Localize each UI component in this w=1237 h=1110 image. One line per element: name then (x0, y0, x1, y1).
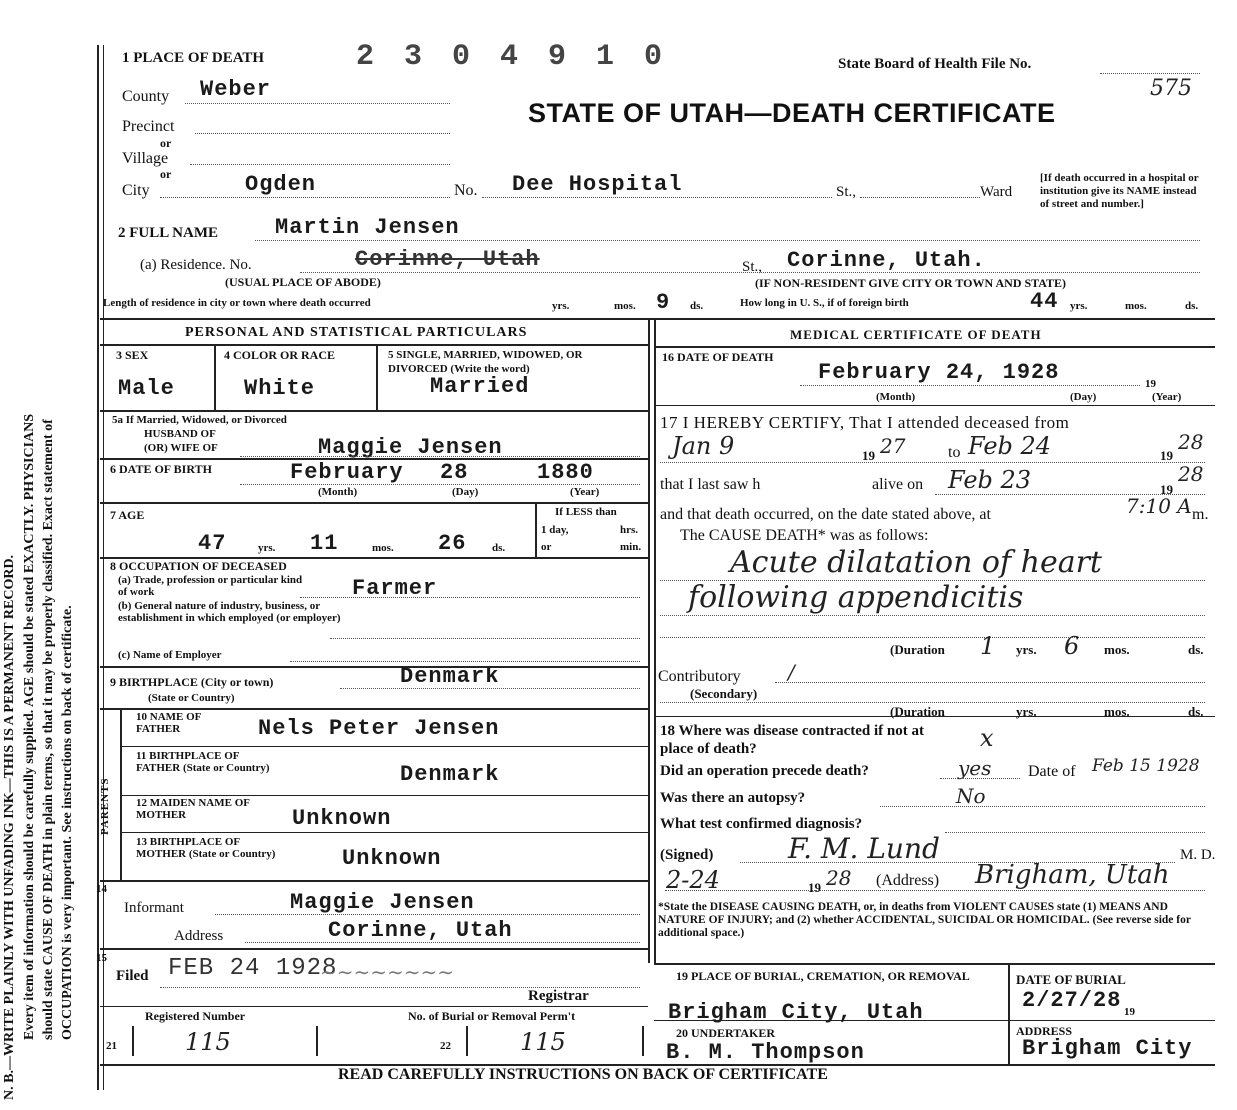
father-birth-value: Denmark (400, 762, 500, 787)
medical-section-title: MEDICAL CERTIFICATE OF DEATH (790, 327, 1042, 342)
signed-year-value: 28 (826, 866, 852, 890)
how-long-label: How long in U. S., if of foreign birth (740, 297, 909, 309)
age-ds: ds. (492, 542, 506, 554)
informant-value: Maggie Jensen (290, 890, 475, 915)
rule-center-2 (654, 318, 656, 963)
burial-19: 19 (1124, 1006, 1135, 1018)
occupation-value: Farmer (352, 576, 438, 601)
duration2-mos: mos. (1104, 704, 1130, 719)
county-line (185, 103, 450, 104)
occupation-a-label: (a) Trade, profession or particular kind of work (118, 574, 303, 598)
operation-value: yes (958, 756, 992, 780)
mother-birth-value: Unknown (342, 846, 442, 871)
registered-number-label: Registered Number (145, 1009, 246, 1023)
age-months-value: 11 (310, 531, 339, 556)
operation-label: Did an operation precede death? (660, 763, 869, 779)
last-saw-label: that I last saw h (660, 476, 761, 493)
dod-line (800, 385, 1140, 386)
rule-par3 (120, 832, 648, 833)
village-line (190, 164, 450, 165)
rule-p6 (100, 666, 648, 668)
st-label: St., (836, 184, 857, 200)
street-no-value: Dee Hospital (512, 172, 683, 197)
burial-address-label: ADDRESS (1016, 1024, 1073, 1038)
burial-place-value: Brigham City, Utah (668, 1000, 924, 1025)
father-value: Nels Peter Jensen (258, 716, 500, 741)
sex-label: 3 SEX (116, 348, 149, 362)
color-label: 4 COLOR OR RACE (224, 348, 336, 362)
residence-struck: Corinne, Utah (355, 247, 540, 272)
attended-to-value: Feb 24 (968, 432, 1052, 460)
residence-line (300, 272, 1200, 273)
length-ds: ds. (690, 300, 704, 312)
how-long-yrs: yrs. (1070, 300, 1088, 312)
stamp-number: 2 3 0 4 9 1 0 (356, 40, 669, 74)
dob-day-value: 28 (440, 460, 469, 485)
cause-line-2: following appendicitis (688, 580, 1024, 615)
registrar-signature: ∼∼∼∼∼∼∼∼ (320, 960, 455, 984)
marital-value: Married (430, 374, 530, 399)
precinct-label: Precinct (122, 118, 175, 135)
rule-m1 (654, 346, 1215, 348)
place-of-death-label: 1 PLACE OF DEATH (122, 50, 265, 66)
city-label: City (122, 182, 150, 199)
burial-address-value: Brigham City (1022, 1036, 1193, 1061)
occ-c-line (290, 661, 640, 662)
mother-value: Unknown (292, 806, 392, 831)
birthplace-label: 9 BIRTHPLACE (City or town) (110, 675, 274, 689)
filed-label: Filed (116, 968, 149, 984)
color-value: White (244, 376, 316, 401)
certificate-title: STATE OF UTAH—DEATH CERTIFICATE (528, 98, 1056, 128)
rule-p7 (100, 708, 648, 710)
rule-p9 (100, 948, 648, 950)
m-label: m. (1192, 506, 1209, 523)
spouse-label-2: HUSBAND OF (144, 428, 216, 440)
operation-date-value: Feb 15 1928 (1092, 756, 1200, 776)
length-label: Length of residence in city or town where death occurred (103, 297, 371, 309)
contributory-label: Contributory (658, 668, 741, 685)
cause-line-c (660, 637, 1205, 638)
informant-line (215, 914, 640, 915)
duration2-yrs: yrs. (1016, 704, 1037, 719)
signed-address-label: (Address) (876, 872, 940, 889)
birthplace-value: Denmark (400, 664, 500, 689)
duration-mos: mos. (1104, 642, 1130, 657)
frame-left-2 (103, 45, 104, 1090)
dob-month-value: February (290, 460, 404, 485)
attended-to-year: 28 (1178, 430, 1204, 454)
years-in-us-value: 44 (1030, 289, 1059, 314)
autopsy-value: No (956, 784, 986, 808)
rule-m2 (654, 405, 1215, 406)
residence-sub: (USUAL PLACE OF ABODE) (225, 275, 381, 289)
undertaker-value: B. M. Thompson (666, 1040, 865, 1065)
dob-label: 6 DATE OF BIRTH (110, 462, 212, 476)
footnote: *State the DISEASE CAUSING DEATH, or, in deaths from VIOLENT CAUSES state (1) MEANS AND NATURE OF INJURY; and (2) whether ACCIDENTAL, SUICIDAL OR HOMICIDAL. (See reverse side for additional space.) (658, 901, 1191, 939)
signed-address-value: Brigham, Utah (975, 860, 1170, 890)
date-of-label: Date of (1028, 763, 1076, 780)
dod-year-cap: (Year) (1152, 391, 1182, 403)
length-mos: mos. (614, 300, 636, 312)
occupation-c-label: (c) Name of Employer (118, 649, 222, 661)
less-than-min: min. (620, 541, 642, 553)
md-label: M. D. (1180, 847, 1216, 863)
less-than-or: or (541, 541, 552, 553)
birthplace-line (340, 688, 640, 689)
rule-parents (120, 708, 122, 880)
certify-label: 17 I HEREBY CERTIFY, That I attended deceased from (660, 413, 1070, 432)
rule-top (100, 318, 1215, 320)
signed-address-line (665, 890, 1205, 891)
q18-answer: x (980, 724, 994, 752)
rule-m3 (654, 716, 1215, 717)
rule-p10 (100, 1006, 648, 1007)
date-of-death-label: 16 DATE OF DEATH (662, 350, 774, 364)
rule-p4 (100, 502, 648, 504)
length-months-value: 9 (656, 290, 671, 315)
autopsy-line (880, 806, 1205, 807)
frame-left (97, 45, 99, 1090)
physician-signature: F. M. Lund (788, 832, 940, 865)
no-label: No. (454, 182, 478, 199)
rule-p-age (535, 502, 537, 557)
how-long-ds: ds. (1185, 300, 1199, 312)
filed-stamp: FEB 24 1928 (168, 955, 338, 982)
secondary-label: (Secondary) (690, 686, 758, 701)
signed-label: (Signed) (660, 847, 714, 863)
residence-label: (a) Residence. No. (140, 257, 252, 273)
informant-address-value: Corinne, Utah (328, 918, 513, 943)
age-years-value: 47 (198, 531, 227, 556)
duration-years-value: 1 (980, 632, 996, 660)
or-1: or (160, 136, 172, 150)
st-line (860, 197, 980, 198)
q18-label: 18 Where was disease contracted if not at place of death? (660, 723, 924, 757)
last-saw-value: Feb 23 (948, 466, 1032, 494)
occupation-label: 8 OCCUPATION OF DECEASED (110, 559, 287, 573)
file-no-line (1100, 73, 1200, 74)
cause-label: The CAUSE DEATH* was as follows: (680, 527, 929, 544)
test-line (945, 832, 1205, 833)
attended-19-b: 19 (1160, 448, 1173, 463)
registered-no-num: 21 (106, 1040, 117, 1052)
spouse-label-1: 5a If Married, Widowed, or Divorced (112, 414, 287, 426)
attended-from-year: 27 (880, 434, 906, 458)
attended-19-a: 19 (862, 448, 875, 463)
rule-m5 (654, 1020, 1215, 1021)
dob-month-cap: (Month) (318, 486, 358, 498)
autopsy-label: Was there an autopsy? (660, 790, 806, 806)
contributory-line (775, 682, 1205, 683)
margin-note-4: OCCUPATION is very important. See instructions on back of certificate. (60, 605, 75, 1040)
registered-value: 115 (185, 1028, 231, 1056)
how-long-mos: mos. (1125, 300, 1147, 312)
spouse-label-3: (OR) WIFE OF (144, 442, 218, 454)
undertaker-label: 20 UNDERTAKER (676, 1026, 776, 1040)
or-2: or (160, 167, 172, 181)
dob-year-value: 1880 (537, 460, 594, 485)
ward-label: Ward (980, 184, 1013, 200)
less-than-hrs: hrs. (620, 524, 639, 536)
rule-p8 (100, 880, 648, 882)
signed-date-value: 2-24 (666, 866, 720, 894)
test-label: What test confirmed diagnosis? (660, 816, 863, 832)
full-name-value: Martin Jensen (275, 215, 460, 240)
informant-no: 14 (96, 883, 107, 895)
last-saw-19: 19 (1160, 482, 1173, 497)
rule-p-color (376, 344, 378, 410)
occ-b-line (330, 638, 640, 639)
death-time-value: 7:10 A (1126, 494, 1192, 518)
nonresident-note: (IF NON-RESIDENT GIVE CITY OR TOWN AND STATE) (755, 276, 1067, 290)
burial-number-label: No. of Burial or Removal Perm't (408, 1009, 576, 1023)
less-than-2: 1 day, (541, 524, 569, 536)
burial-date-value: 2/27/28 (1022, 988, 1122, 1013)
mother-birth-label: 13 BIRTHPLACE OF MOTHER (State or Country) (136, 836, 276, 860)
margin-note-1: N. B.—WRITE PLAINLY WITH UNFADING INK—THIS IS A PERMANENT RECORD. (2, 554, 17, 1100)
duration2-label: (Duration (890, 704, 945, 719)
file-no-handwritten: 575 (1150, 76, 1192, 101)
burial-date-label: DATE OF BURIAL (1016, 972, 1126, 987)
cause-line-1: Acute dilatation of heart (730, 545, 1102, 580)
contributory-line-2 (660, 702, 1205, 703)
dod-month-cap: (Month) (876, 391, 916, 403)
margin-note-3: should state CAUSE OF DEATH in plain terms, so that it may be properly classified. Exact statement of (41, 419, 56, 1040)
occupation-b-label: (b) General nature of industry, business, or establishment in which employed (or employer) (118, 600, 341, 624)
duration-ds: ds. (1188, 642, 1204, 657)
spouse-line (240, 456, 640, 457)
dob-line (240, 484, 640, 485)
rule-center (648, 318, 650, 963)
cause-line-b (660, 615, 1205, 616)
parents-vertical-label: PARENTS (99, 777, 111, 835)
city-value: Ogden (245, 172, 317, 197)
dod-day-cap: (Day) (1070, 391, 1097, 403)
duration-months-value: 6 (1064, 632, 1080, 660)
rule-par2 (120, 795, 648, 796)
duration2-ds: ds. (1188, 704, 1204, 719)
date-of-death-value: February 24, 1928 (818, 360, 1060, 385)
footer-text: READ CAREFULLY INSTRUCTIONS ON BACK OF CERTIFICATE (338, 1066, 828, 1083)
rule-p1 (100, 344, 648, 346)
dob-day-cap: (Day) (452, 486, 479, 498)
full-name-label: 2 FULL NAME (118, 225, 219, 241)
burial-place-label: 19 PLACE OF BURIAL, CREMATION, OR REMOVAL (676, 969, 970, 983)
duration-yrs: yrs. (1016, 642, 1037, 657)
informant-addr-line (245, 942, 640, 943)
rule-p-sex (214, 344, 216, 410)
dod-19: 19 (1145, 378, 1156, 390)
duration-label: (Duration (890, 642, 945, 657)
burial-no-num: 22 (440, 1040, 451, 1052)
last-saw-year: 28 (1178, 462, 1204, 486)
margin-note-2: Every item of information should be carefully supplied. AGE should be stated EXACTLY. PHYSICIANS (22, 413, 37, 1040)
personal-section-title: PERSONAL AND STATISTICAL PARTICULARS (185, 325, 528, 340)
name-line (255, 240, 1200, 241)
age-mos: mos. (372, 542, 394, 554)
rule-burial (1008, 963, 1010, 1064)
county-value: Weber (200, 77, 272, 102)
no-line (482, 197, 832, 198)
age-yrs: yrs. (258, 542, 276, 554)
city-line (160, 197, 450, 198)
age-label: 7 AGE (110, 508, 145, 522)
marital-label: 5 SINGLE, MARRIED, WIDOWED, OR DIVORCED (Write the word) (388, 349, 583, 375)
less-than-1: If LESS than (555, 506, 617, 518)
to-label: to (948, 444, 961, 461)
dob-year-cap: (Year) (570, 486, 600, 498)
informant-address-label: Address (174, 928, 224, 944)
occ-a-line (300, 597, 640, 598)
rule-p2 (100, 410, 648, 412)
state-board-label: State Board of Health File No. (838, 56, 1032, 72)
sex-value: Male (118, 376, 175, 401)
occurred-label: and that death occurred, on the date stated above, at (660, 506, 991, 523)
informant-label: Informant (124, 900, 184, 916)
registrar-label: Registrar (528, 988, 589, 1004)
rule-par1 (120, 746, 648, 747)
residence-value: Corinne, Utah. (787, 248, 986, 273)
mother-label: 12 MAIDEN NAME OF MOTHER (136, 797, 250, 821)
contributory-mark: / (788, 660, 795, 684)
hospital-note: [If death occurred in a hospital or institution give its NAME instead of street and number.] (1040, 172, 1199, 210)
length-yrs: yrs. (552, 300, 570, 312)
father-label: 10 NAME OF FATHER (136, 711, 201, 735)
attended-line (660, 462, 1205, 463)
county-label: County (122, 88, 170, 105)
age-days-value: 26 (438, 531, 467, 556)
rule-m4 (654, 963, 1215, 965)
attended-from-value: Jan 9 (672, 432, 735, 460)
village-label: Village (122, 150, 169, 167)
burial-no-value: 115 (520, 1028, 566, 1056)
alive-on-label: alive on (872, 476, 924, 493)
spouse-value: Maggie Jensen (318, 435, 503, 460)
filed-no: 15 (96, 952, 107, 964)
residence-st-label: St., (742, 259, 763, 275)
signed-19: 19 (808, 880, 821, 895)
birthplace-sub: (State or Country) (148, 692, 235, 704)
father-birth-label: 11 BIRTHPLACE OF FATHER (State or Country) (136, 750, 270, 774)
precinct-line (195, 133, 450, 134)
operation-line (940, 778, 1020, 779)
